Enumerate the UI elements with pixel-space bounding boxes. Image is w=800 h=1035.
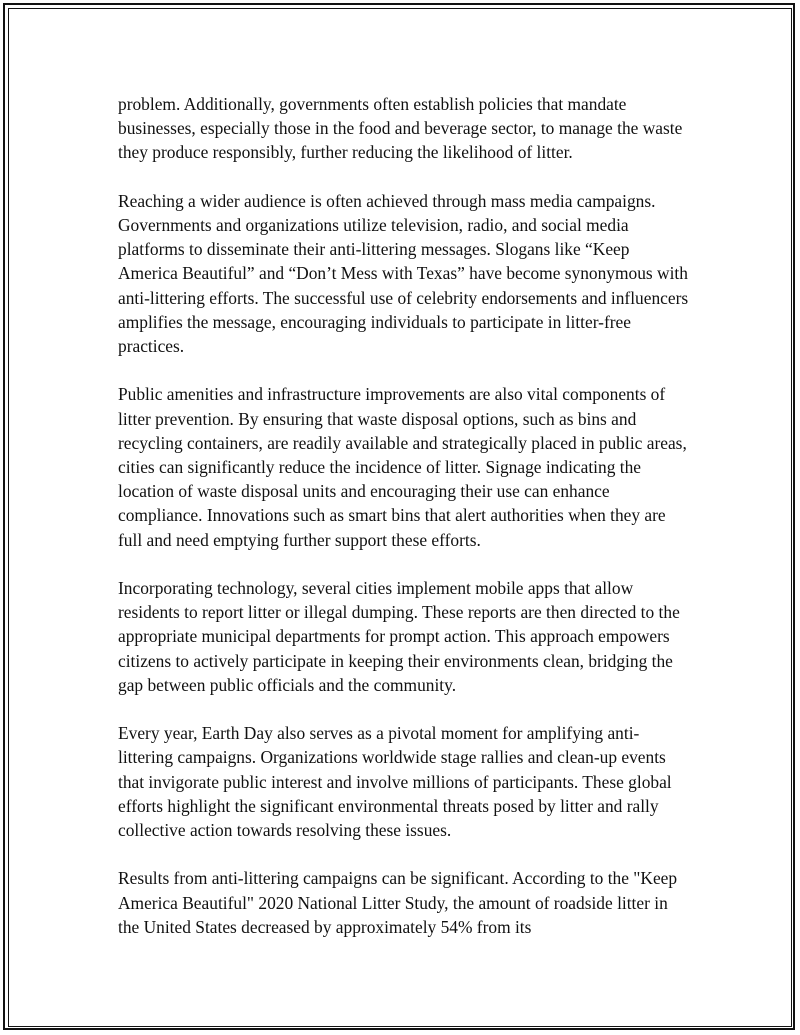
paragraph-media-campaigns: Reaching a wider audience is often achieved through mass media campaigns. Governments and organizations utilize television, radio, and social media platforms to disseminate their anti-littering messages. Slogans like “Keep America Beautiful” and “Don’t Mess with Texas” have become synonymous with anti-littering efforts. The successful use of celebrity endorsements and influencers amplifies the message, encouraging individuals to participate in litter-free practices.	[118, 190, 689, 357]
paragraph-public-amenities: Public amenities and infrastructure improvements are also vital components of litter prevention. By ensuring that waste disposal options, such as bins and recycling containers, are readily available and strategically placed in public areas, cities can significantly reduce the incidence of litter. Signage indicating the location of waste disposal units and encouraging their use can enhance compliance. Innovations such as smart bins that alert authorities when they are full and need emptying further support these efforts.	[118, 384, 687, 550]
paragraph-results: Results from anti-littering campaigns can be significant. According to the "Keep America Beautiful" 2020 National Litter Study, the amount of roadside litter in the United States decreased by approximately 54% from its	[118, 868, 678, 937]
paragraph-earth-day: Every year, Earth Day also serves as a pivotal moment for amplifying anti-littering campaigns. Organizations worldwide stage rallies and clean-up events that invigorate public interest and involve millions of participants. These global efforts highlight the significant environmental threats posed by litter and rally collective action towards resolving these issues.	[118, 723, 672, 841]
document-body	[118, 92, 690, 963]
paragraph-policies: problem. Additionally, governments often establish policies that mandate businesses, especially those in the food and beverage sector, to manage the waste they produce responsibly, further reducing the likelihood of litter.	[118, 94, 683, 163]
paragraph-technology: Incorporating technology, several cities implement mobile apps that allow residents to report litter or illegal dumping. These reports are then directed to the appropriate municipal departments for prompt action. This approach empowers citizens to actively participate in keeping their environments clean, bridging the gap between public officials and the community.	[118, 578, 680, 695]
